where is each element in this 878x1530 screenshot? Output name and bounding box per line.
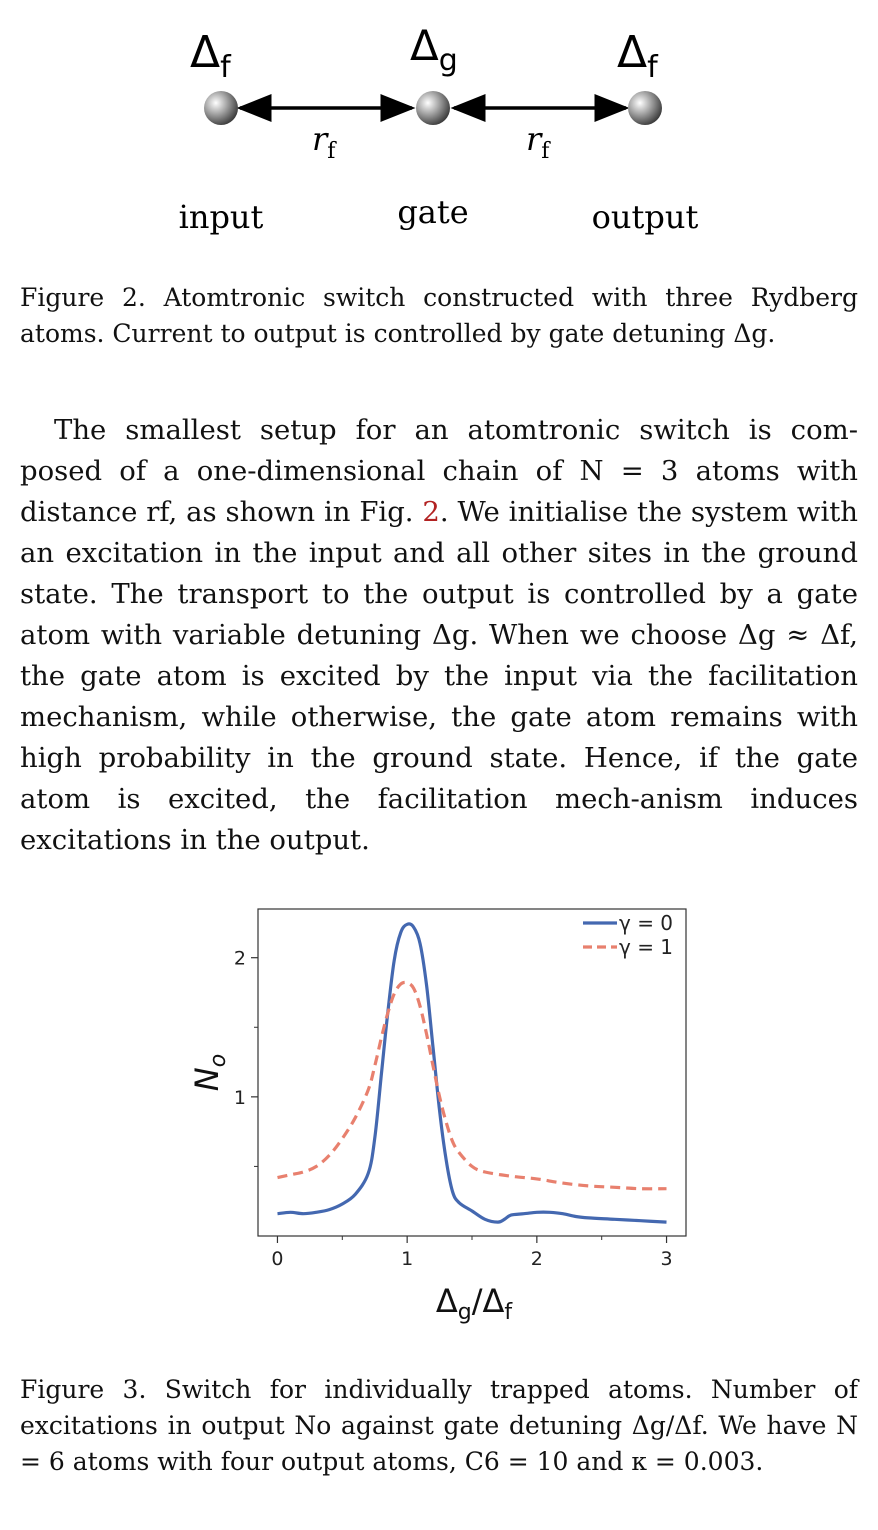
distance-label-right: $r_f$ — [526, 120, 550, 164]
figure-3-chart — [180, 890, 720, 1330]
body-paragraph — [20, 410, 858, 861]
y-tick-label: 2 — [233, 947, 246, 970]
atom-input-detuning: $\Delta_f$ — [190, 27, 231, 85]
atom-gate-label: gate — [397, 193, 469, 231]
atom-input — [204, 91, 238, 125]
atom-gate-detuning: $\Delta_g$ — [410, 21, 458, 78]
atom-input-label: input — [178, 198, 264, 236]
x-tick-label: 2 — [530, 1248, 543, 1270]
atom-gate — [416, 91, 450, 125]
atom-output — [628, 91, 662, 125]
paragraph-text-2: . We initialise the system with an excitation in the input and all other sites in the ground state. The transport to the output is controlled by a gate atom with variable detuning Δg. When we choose Δg ≈ Δf, the gate atom is excited by the input via the facilitation mechanism, while otherwise, the gate atom remains with high probability in the ground state. Hence, if the gate atom is excited, the facilitation mech-anism induces excitations in the output. — [20, 496, 859, 856]
x-axis-label: $\Delta_g/\Delta_f$ — [435, 1282, 513, 1325]
figure-reference-link[interactable]: 2 — [422, 496, 440, 528]
atom-output-detuning: $\Delta_f$ — [617, 27, 658, 85]
figure-3-caption: Figure 3. Switch for individually trapped atoms. Number of excitations in output No against gate detuning Δg/Δf. We have N = 6 atoms with four output atoms, C6 = 10 and κ = 0.003. — [20, 1375, 858, 1476]
y-axis-label: $N_o$ — [188, 1053, 231, 1092]
series-line-gamma-0 — [278, 924, 667, 1222]
paragraph-text-1: The smallest setup for an atomtronic switch is com-posed of a one-dimensional chain of N = 3 atoms with distance rf, as shown in Fig. — [20, 414, 858, 528]
figure-2-caption: Figure 2. Atomtronic switch constructed with three Rydberg atoms. Current to output is controlled by gate detuning Δg. — [20, 283, 858, 348]
x-tick-label: 3 — [660, 1248, 673, 1270]
figure-2-diagram — [0, 0, 878, 260]
atom-output-label: output — [591, 198, 699, 236]
x-tick-label: 1 — [401, 1248, 414, 1270]
series-line-gamma-1 — [278, 982, 667, 1188]
legend-label-0: γ = 0 — [619, 911, 674, 935]
legend-label-1: γ = 1 — [619, 935, 674, 959]
distance-label-left: $r_f$ — [312, 120, 336, 164]
x-tick-label: 0 — [271, 1248, 284, 1270]
y-tick-label: 1 — [233, 1086, 246, 1109]
